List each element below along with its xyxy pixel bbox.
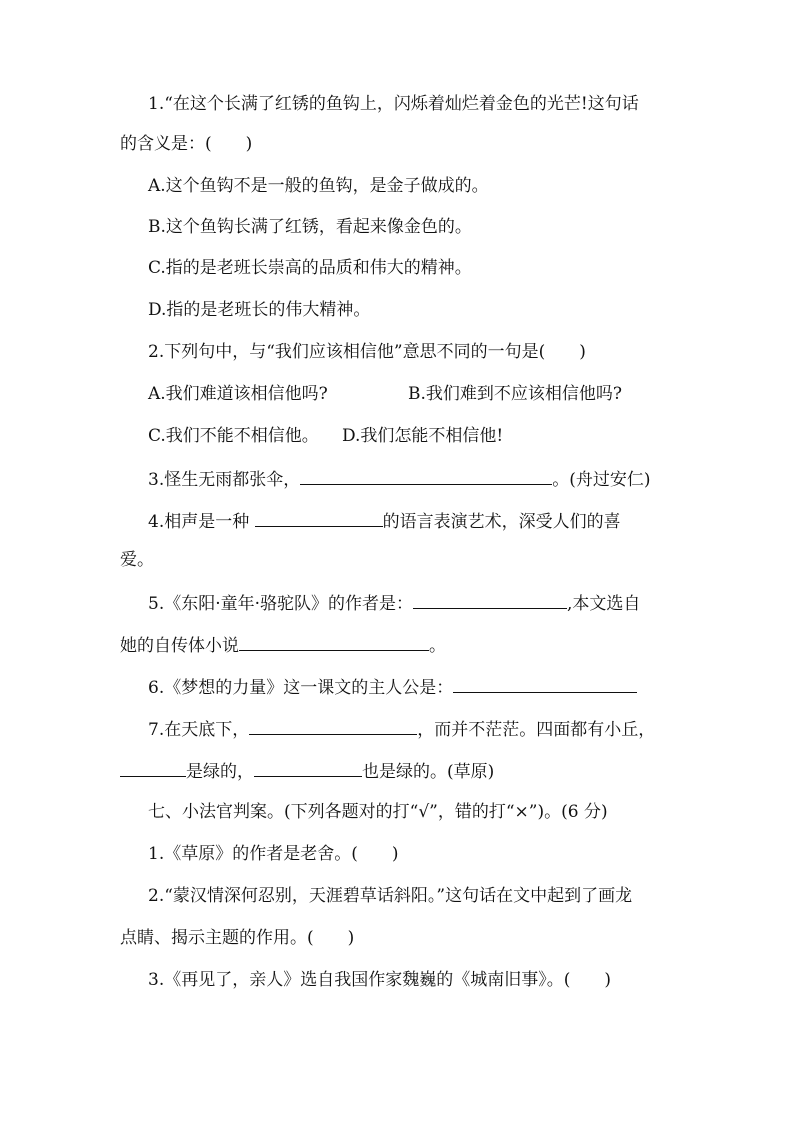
q6-line [148, 674, 637, 700]
q7-blank-3[interactable] [254, 758, 362, 777]
q1-option-c: C.指的是老班长崇高的品质和伟大的精神。 [148, 258, 472, 278]
judge-item-3: 3.《再见了，亲人》选自我国作家魏巍的《城南旧事》。( ) [148, 970, 611, 990]
q5-prefix: 5.《东阳·童年·骆驼队》的作者是： [148, 594, 414, 614]
q2-option-b: B.我们难到不应该相信他吗? [408, 384, 623, 404]
q5-line2 [120, 632, 446, 658]
q5-author-blank[interactable] [413, 590, 567, 609]
q3-suffix: 。(舟过安仁) [552, 470, 651, 490]
q4-suffix: 的语言表演艺术，深受人们的喜 [382, 512, 621, 532]
q5-line2-suffix: 。 [429, 636, 446, 656]
q7-blank-1[interactable] [249, 716, 417, 735]
q5-line2-prefix: 她的自传体小说 [120, 636, 239, 656]
q2-option-d: D.我们怎能不相信他! [342, 426, 504, 446]
q5-novel-blank[interactable] [239, 632, 429, 651]
q1-option-b: B.这个鱼钩长满了红锈，看起来像金色的。 [148, 217, 472, 237]
q3-answer-blank[interactable] [300, 466, 552, 485]
q2-option-a: A.我们难道该相信他吗? [148, 384, 328, 404]
q7-line2-suffix: 也是绿的。(草原) [362, 762, 495, 782]
q7-line2 [120, 758, 494, 784]
q3-line [148, 466, 651, 492]
q7-line1 [148, 716, 655, 742]
q7-line2-mid: 是绿的， [186, 762, 254, 782]
section-seven-heading: 七、小法官判案。(下列各题对的打“√”，错的打“×”)。(6 分) [148, 802, 608, 822]
q7-prefix: 7.在天底下， [148, 720, 250, 740]
q7-blank-2[interactable] [120, 758, 186, 777]
q2-stem: 2.下列句中，与“我们应该相信他”意思不同的一句是( ) [148, 342, 586, 362]
q4-line1 [148, 508, 621, 534]
judge-item-1: 1.《草原》的作者是老舍。( ) [148, 844, 399, 864]
q4-prefix: 4.相声是一种 [148, 512, 255, 532]
q1-option-d: D.指的是老班长的伟大精神。 [148, 300, 371, 320]
q5-suffix: ,本文选自 [567, 594, 641, 614]
judge-item-2-line2: 点睛、揭示主题的作用。( ) [120, 928, 355, 948]
q1-stem-line1: 1.“在这个长满了红锈的鱼钩上，闪烁着灿烂着金色的光芒!这句话 [148, 94, 639, 114]
q5-line1 [148, 590, 640, 616]
q3-prefix: 3.怪生无雨都张伞， [148, 470, 301, 490]
q7-suffix: ，而并不茫茫。四面都有小丘， [417, 720, 656, 740]
judge-item-2-line1: 2.“蒙汉情深何忍别，天涯碧草话斜阳。”这句话在文中起到了画龙 [148, 886, 633, 906]
q6-answer-blank[interactable] [453, 674, 637, 693]
q2-option-c: C.我们不能不相信他。 [148, 426, 319, 446]
q4-line2: 爱。 [120, 550, 154, 570]
q4-answer-blank[interactable] [255, 508, 383, 527]
q1-option-a: A.这个鱼钩不是一般的鱼钩，是金子做成的。 [148, 176, 489, 196]
q6-prefix: 6.《梦想的力量》这一课文的主人公是： [148, 678, 454, 698]
q1-stem-line2: 的含义是：( ) [120, 134, 253, 154]
